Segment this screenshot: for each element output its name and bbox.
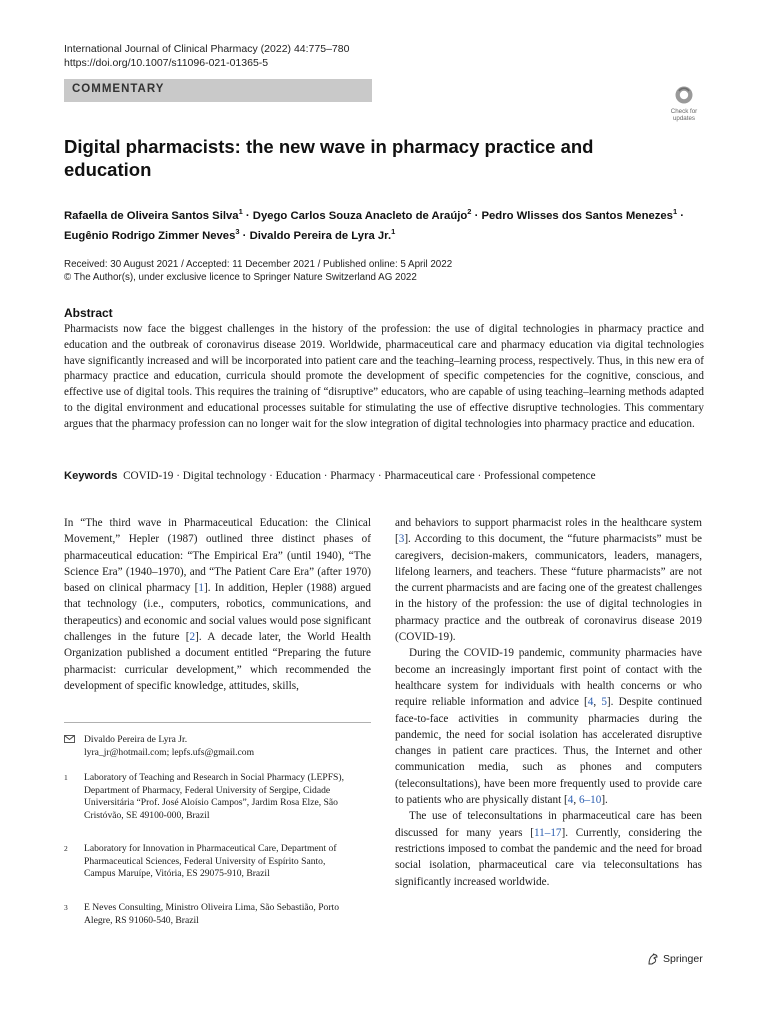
affiliation-1 [0,772,400,832]
copyright-line: © The Author(s), under exclusive licence to Springer Nature Switzerland AG 2022 [64,272,417,283]
article-type-label: COMMENTARY [72,83,165,95]
envelope-icon [64,735,75,743]
text-run: ]. Despite continued face-to-face activities in community pharmacies during the pandemic, the need for social isolation has accelerated disruptive changes in patient care practices. Thus, the Internet and other communication media, such as phones and computers (teleconsultations), have been more frequently used to provide care to patients who are physically distant [ [395,696,703,807]
body-column-right [395,515,702,890]
text-run: ]. A decade later, the World Health Organization published a document entitled “Preparing the future pharmacist: curricular development,” which recommended the development of specific knowledge, attitudes, skills, [64,631,371,692]
badge-line-1: Check for [670,108,698,115]
article-title: Digital pharmacists: the new wave in pharmacy practice and education [64,136,594,180]
body-paragraph [64,515,371,694]
text-run: The use of teleconsultations in pharmaceutical care has been discussed for many years [ [395,810,702,839]
badge-line-2: updates [672,115,696,122]
author-name[interactable]: Rafaella de Oliveira Santos Silva [64,209,239,222]
text-run: ]. [601,794,608,807]
affiliation-text: E Neves Consulting, Ministro Oliveira Lima, São Sebastião, Porto Alegre, RS 91060-540, Brazil [84,902,340,926]
author-affiliation-marker: 1 [391,226,396,236]
author-affiliation-marker: 2 [467,207,472,216]
citation-link[interactable]: 5 [601,696,607,709]
publisher-name: Springer [663,953,703,965]
text-run: During the COVID-19 pandemic, community pharmacies have become an increasingly important first point of contact with the healthcare system for individuals with health concerns or who require reliable information and advice [ [395,647,702,709]
text-run: , [573,794,579,807]
footnote-rule [64,722,371,723]
affiliation-2 [0,843,400,898]
citation-link[interactable]: 6–10 [578,794,602,807]
citation-link[interactable]: 1 [198,582,204,595]
author-separator: · [677,209,685,222]
affiliation-text: Laboratory of Teaching and Research in Social Pharmacy (LEPFS), Department of Pharmacy, Federal University of Sergipe, Cidade Universitária “Prof. José Aloísio Campos”, Jardim Rosa Elze, São Cristóvão, SE 49100-000, Brazil [84,772,344,821]
affiliation-3 [0,902,400,932]
text-run: ]. In addition, Hepler (1988) argued that technology (i.e., computers, robotics, communications, and therapeutics) and economic and social values would pose significant challenges in the future [ [64,582,371,644]
citation-link[interactable]: 4 [567,794,574,807]
author-affiliation-marker: 1 [238,207,243,216]
text-run: In “The third wave in Pharmaceutical Education: the Clinical Movement,” Hepler (1987) outlined three distinct phases of pharmaceutical education: “The Empirical Era” (until 1940), “The Science Era” (1940–1970), and “The Patient Care Era” (after 1970) based on clinical pharmacy [ [64,517,371,595]
affiliation-number: 1 [64,773,68,782]
author-name[interactable]: Eugênio Rodrigo Zimmer Neves [64,229,236,242]
keywords-label: Keywords [64,470,118,482]
journal-citation: International Journal of Clinical Pharmacy (2022) 44:775–780 [64,43,350,55]
check-for-updates-icon [664,84,704,124]
text-run: and behaviors to support pharmacist roles in the healthcare system [ [395,517,702,546]
author-list [64,204,724,244]
springer-horse-icon [646,952,660,966]
author-affiliation-marker: 3 [235,226,240,236]
author-separator: · [239,229,250,242]
corresponding-author [84,734,364,759]
corresponding-email[interactable]: lyra_jr@hotmail.com; lepfs.ufs@gmail.com [84,746,255,758]
check-for-updates-badge[interactable] [664,84,704,124]
affiliation-number: 3 [64,903,68,912]
author-affiliation-marker: 1 [672,207,678,216]
citation-link[interactable]: 11–17 [533,826,562,839]
text-run: , [593,696,602,709]
abstract-heading: Abstract [64,306,113,320]
body-column-left [64,515,371,694]
body-paragraph [395,515,702,645]
body-paragraph [395,808,702,889]
author-name[interactable]: Pedro Wlisses dos Santos Menezes [481,209,673,222]
affiliation-number: 2 [64,844,68,853]
citation-link[interactable]: 4 [587,696,594,709]
text-run: ]. Currently, considering the restrictions imposed to combat the pandemic and the need for broad social isolation, pharmaceutical care via teleconsultations has significantly increased worldwide. [395,826,702,888]
author-name[interactable]: Dyego Carlos Souza Anacleto de Araújo [252,209,468,222]
author-name[interactable]: Divaldo Pereira de Lyra Jr. [249,229,392,242]
text-run: ]. According to this document, the “future pharmacists” must be caregivers, decision-makers, communicators, leaders, managers, lifelong learners, and teachers. These “future pharmacists” are not the current pharmacists and are facing one of the greatest challenges in the history of the profession: the use of digital technologies in pharmacy practice and the outbreak of coronavirus disease 2019 (COVID-19). [395,533,702,644]
keywords [64,469,724,484]
doi-link[interactable]: https://doi.org/10.1007/s11096-021-01365-5 [64,57,269,69]
affiliation-text: Laboratory for Innovation in Pharmaceutical Care, Department of Pharmaceutical Sciences, Federal University of Espírito Santo, Campus Maruípe, Vitória, ES 29075-910, Brazil [84,843,337,879]
corresponding-name: Divaldo Pereira de Lyra Jr. [84,734,188,745]
publication-dates: Received: 30 August 2021 / Accepted: 11 December 2021 / Published online: 5 April 2022 [64,259,453,270]
keywords-text: COVID-19 · Digital technology · Education · Pharmacy · Pharmaceutical care · Professional competence [123,470,596,482]
body-paragraph [395,645,702,808]
citation-link[interactable]: 3 [398,533,405,546]
author-separator: · [471,209,482,222]
citation-link[interactable]: 2 [189,631,196,644]
author-separator: · [242,209,253,222]
abstract-text: Pharmacists now face the biggest challenges in the history of the profession: the use of digital technologies in pharmacy practice and education and the outbreak of coronavirus disease 2019. Worldwide, pharmaceutical care and pharmacy education via digital technologies have significantly increased and will be incorporated into patient care and the teaching–learning process, respectively. Thus, in this new era of pharmacy practice and education, curricula should promote the development of specific competencies for the cognitive, conscious, and effective use of digital tools. This requires the training of “disruptive” educators, who are capable of using teaching–learning methods adapted to the digital environment and educational processes suitable for stimulating the use of effective disruptive technologies. This commentary argues that the pharmacy profession can no longer wait for the slow integration of digital technologies into pharmacy practice and education. [64,323,704,430]
